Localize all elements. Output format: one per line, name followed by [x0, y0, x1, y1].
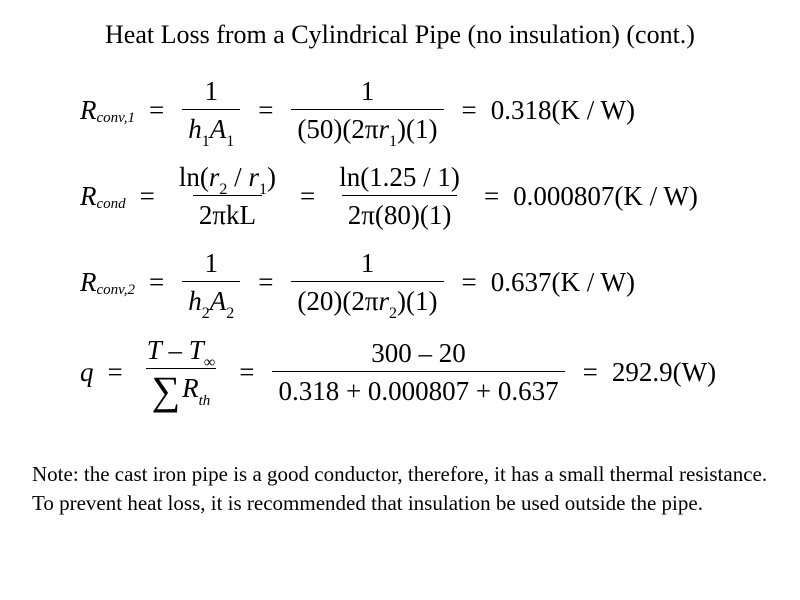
eq3-f2-denominator [291, 281, 443, 322]
eq1-lhs: R [80, 94, 97, 125]
eq4-t-inf-sub: ∞ [203, 354, 216, 371]
eq4-r-sub: th [198, 393, 211, 410]
eq3-h: h [188, 285, 202, 316]
eq1-a-sub: 1 [226, 132, 235, 150]
eq1-f2-numerator: 1 [360, 75, 375, 106]
eq2-result: 0.000807(K / W) [513, 180, 698, 211]
eq1-f2-den-pre: (50)(2π [297, 113, 379, 144]
eq3-lhs-sub: conv,2 [96, 281, 135, 298]
eq1-fraction-2 [291, 75, 443, 150]
eq3-h-sub: 2 [201, 304, 210, 322]
eq2-r1: r [248, 161, 259, 192]
eq3-a: A [209, 285, 227, 316]
eq1-equals-2: = [258, 94, 274, 125]
eq4-result: 292.9(W) [611, 356, 717, 387]
eq3-f2-numerator: 1 [360, 247, 375, 278]
eq3-fraction-1 [182, 247, 240, 322]
eq4-f2-numerator: 300 – 20 [371, 337, 466, 368]
eq1-equals-1: = [148, 94, 165, 125]
eq1-f1-numerator: 1 [204, 75, 218, 106]
eq1-lhs-sub: conv,1 [96, 109, 135, 126]
eq1-r: r [378, 113, 390, 144]
eq4-fraction-2 [272, 338, 564, 407]
eq2-ln-close: ) [266, 161, 276, 192]
eq1-fraction-1 [182, 75, 240, 150]
sum-icon: ∑ [151, 368, 181, 413]
eq2-fraction-2 [333, 162, 466, 231]
eq1-f2-den-post: )(1) [397, 113, 438, 144]
eq3-equals-2: = [258, 266, 274, 297]
eq3-r-sub: 2 [389, 304, 398, 322]
eq2-lhs: R [80, 180, 97, 211]
eq2-r2-sub: 2 [219, 180, 228, 198]
eq3-f1-denominator [182, 281, 240, 322]
note-text: Note: the cast iron pipe is a good conductor, therefore, it has a small thermal resistance. To prevent heat loss, it is recommended that insulation be used outside the pipe. [32, 462, 768, 515]
eq3-equals-3: = [461, 266, 477, 297]
eq4-f1-denominator [146, 368, 217, 413]
eq4-equals-3: = [582, 356, 598, 387]
eq3-lhs: R [80, 266, 97, 297]
eq3-equals-1: = [148, 266, 165, 297]
eq4-equals-1: = [107, 356, 123, 387]
eq2-f1-denominator: 2πkL [193, 195, 262, 231]
eq4-minus: – [161, 335, 189, 365]
eq4-t-inf: T [188, 335, 204, 365]
equation-q [80, 332, 716, 412]
eq2-equals-3: = [483, 180, 500, 211]
eq1-f1-denominator [182, 109, 240, 150]
eq2-ln-open: ln( [178, 161, 209, 192]
eq3-r: r [378, 285, 390, 316]
eq3-f2-den-pre: (20)(2π [297, 285, 379, 316]
eq2-r1-sub: 1 [258, 180, 267, 198]
eq1-result: 0.318(K / W) [490, 94, 635, 125]
eq3-f2-den-post: )(1) [397, 285, 438, 316]
eq4-f1-numerator [141, 335, 221, 371]
eq1-h: h [188, 113, 202, 144]
eq1-equals-3: = [461, 94, 477, 125]
eq2-equals-1: = [139, 180, 155, 211]
eq2-equals-2: = [299, 180, 316, 211]
eq4-r: R [182, 373, 199, 404]
eq2-r2: r [208, 161, 220, 192]
eq2-f2-denominator: 2π(80)(1) [342, 195, 458, 231]
eq2-lhs-sub: cond [96, 195, 126, 212]
eq2-f2-numerator: ln(1.25 / 1) [339, 161, 460, 192]
eq4-equals-2: = [239, 356, 255, 387]
eq2-fraction-1 [173, 162, 282, 231]
eq2-f1-numerator [173, 161, 282, 198]
eq4-lhs: q [80, 356, 94, 387]
equation-r-conv-2 [80, 242, 635, 322]
eq1-f2-denominator [291, 109, 443, 150]
eq1-r-sub: 1 [389, 132, 398, 150]
eq3-a-sub: 2 [226, 304, 235, 322]
equation-r-conv-1 [80, 70, 635, 150]
slide-title: Heat Loss from a Cylindrical Pipe (no insulation) (cont.) [105, 20, 695, 49]
eq1-h-sub: 1 [201, 132, 210, 150]
eq3-fraction-2 [291, 247, 443, 322]
eq4-f2-denominator: 0.318 + 0.000807 + 0.637 [272, 371, 564, 407]
eq4-fraction-1 [141, 335, 221, 413]
eq1-a: A [209, 113, 227, 144]
eq2-slash: / [227, 161, 249, 192]
eq3-f1-numerator: 1 [204, 247, 218, 278]
equation-r-cond [80, 156, 698, 236]
eq3-result: 0.637(K / W) [490, 266, 635, 297]
eq4-t: T [146, 335, 162, 365]
